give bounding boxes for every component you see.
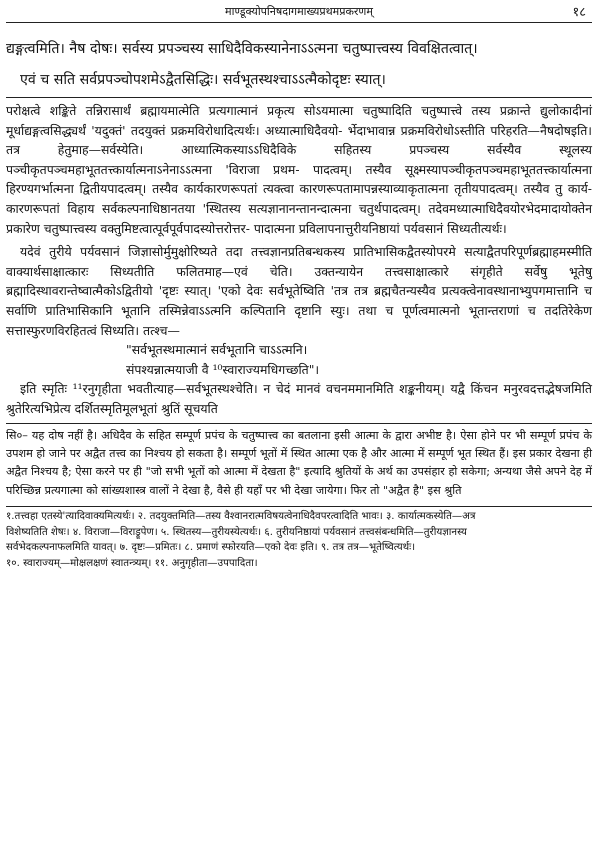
commentary-paragraph-1: परोक्षत्वे शङ्किते तन्निरासार्थं ब्रह्मायमात्मेति प्रत्यगात्मानं प्रकृत्य सोऽयमात्मा चतुष्पादिति चतुष्पात्त्वे तस्य प्रक्रान्ते द्युलोकादीनां मूर्धाद्यङ्गत्वसिद्ध्यर्थं 'यदुक्तं' तदयुक्तं प्रक्रमविरोधादित्यर्थः। अध्यात्माधिदैवयो- र्भेदाभावान्न प्रक्रमविरोधोऽस्तीति परिहरति—नैषदोषइति। तत्र हेतुमाह—सर्वस्येति। आध्यात्मिकस्याऽऽधिदैविके सहितस्य प्रपञ्चस्य सर्वस्यैव स्थूलस्य पञ्चीकृतपञ्चमहाभूततत्त्कार्यात्मनाऽनेनाऽऽत्मना 'विराजा प्रथम- पादत्वम्। तस्यैव सूक्ष्मस्यापञ्चीकृतपञ्चमहाभूततत्त्कार्यात्मना हिरण्यगर्भात्मना द्वितीयपादत्वम्। तस्यैव कार्यकारणरूपतां त्यक्त्वा कारणरूपतामापन्नस्याव्याकृतात्मना तृतीयपादत्वम्। तस्यैव तु कार्य- कारणरूपतां विहाय सर्वकल्पनाधिष्ठानतया 'स्थितस्य सत्यज्ञानानन्तानन्दात्मना चतुर्थपादत्वम्। तदेवमध्यात्माधिदैवयोरभेदमादायोक्तेन प्रकारेण चतुष्पात्त्वस्य वक्तुमिष्टत्वात्पूर्वपूर्वपादस्योत्तरोत्तर- पादात्मना प्रविलापनात्तुरीयनिष्ठायां पर्यवसानं सिध्यतीत्यर्थः। xyxy=(6,103,592,236)
page-number: १८ xyxy=(572,5,586,20)
quote-line-2: संपश्यन्नात्मयाजी वै ¹⁰स्वाराज्यमधिगच्छति"। xyxy=(126,361,320,377)
commentary-paragraph-2: यदेवं तुरीये पर्यवसानं जिज्ञासोर्मुमुक्षोरिष्यते तदा तत्त्वज्ञानप्रतिबन्धकस्य प्रातिभासिकद्वैतस्योपरमे सत्याद्वैतपरिपूर्णब्रह्माहमस्मीति वाक्यार्थसाक्षात्कारः सिध्यतीति फलितमाह—एवं चेति। उक्तन्यायेन तत्त्वसाक्षात्कारे संगृहीते सर्वेषु भूतेषु ब्रह्मादिस्थावरान्तेष्वात्मैकोऽद्वितीयो 'दृष्टः स्यात्। 'एको देवः सर्वभूतेष्विति 'तत्र तत्र ब्रह्मचैतन्यस्यैव प्रत्यक्त्वेनावस्थानाभ्युपगमात्तानि च सर्वाणि प्रातिभासिकानि भूतानि तस्मिन्नेवाऽऽत्मनि कल्पितानि दृष्टानि स्युः। तथा च पूर्णत्वमात्मनो भूतान्तराणां च तदतिरेकेण सत्तास्फुरणविरहितत्वं सिध्यति। तत्श्च— xyxy=(6,244,592,338)
hindi-translation xyxy=(6,427,592,501)
main-verse xyxy=(6,37,592,93)
sanskrit-commentary xyxy=(6,101,592,419)
footnote-line-3: सर्वभेदकल्पनाफलमिति यावत्। ७. दृष्टः—प्रमितः। ८. प्रमाणं स्फोरयति—एको देवः इति। ९. तत्र तत्र—भूतेष्वित्यर्थः। xyxy=(6,542,416,554)
footnote-line-4: १०. स्वाराज्यम्—मोक्षलक्षणं स्वातन्त्र्यम्। ११. अनुगृहीता—उपपादिता। xyxy=(6,557,258,569)
footnote-divider xyxy=(6,506,592,507)
footnote-line-2: विशेष्यतिति शेषः। ४. विराजा—विराड्रूपेण। ५. स्थितस्य—तुरीयस्येत्यर्थः। ६. तुरीयनिष्ठायां पर्यवसानं तत्त्वसंबन्धमिति—तुरीयज्ञानस्य xyxy=(6,526,467,538)
translation-divider xyxy=(6,423,592,424)
running-header xyxy=(6,0,592,23)
translation-text: सि०– यह दोष नहीं है। अधिदैव के सहित सम्पूर्ण प्रपंच के चतुष्पात्त्व का बतलाना इसी आत्मा के द्वारा अभीष्ट है। ऐसा होने पर भी सम्पूर्ण प्रपंच के उपशम हो जाने पर अद्वैत तत्त्व का निश्चय हो सकता है। सम्पूर्ण भूतों में स्थित आत्मा एक है और आत्मा में सम्पूर्ण भूत स्थित हैं। इस प्रकार देखना ही अद्वैत निश्चय है; ऐसा करने पर ही "जो सभी भूतों को आत्मा में देखता है" इत्यादि श्रुतियों के अर्थ का उपसंहार हो सकेगा; अन्यथा जैसे अपने देह में परिच्छिन्न प्रत्यगात्मा को सांख्यशास्त्र वालों ने देखा है, वैसे ही यहाँ पर भी देखा जायेगा। फिर तो "अद्वैत है" इस श्रुति xyxy=(6,428,592,497)
quoted-smriti xyxy=(6,340,592,379)
verse-line-1: द्यङ्गत्वमिति। नैष दोषः। सर्वस्य प्रपञ्चस्य साधिदैविकस्यानेनाऽऽत्मना चतुष्पात्त्वस्य विवक्षितत्वात्। xyxy=(6,41,478,57)
verse-line-2: एवं च सति सर्वप्रपञ्चोपशमेऽद्वैतसिद्धिः। सर्वभूतस्थश्चाऽऽत्मैकोदृष्टः स्यात्। xyxy=(20,72,386,88)
quote-line-1: "सर्वभूतस्थमात्मानं सर्वभूतानि चाऽऽत्मनि। xyxy=(126,342,308,358)
footnotes xyxy=(6,509,592,571)
running-title: माण्डूक्योपनिषदागमाख्यप्रथमप्रकरणम् xyxy=(225,5,373,18)
commentary-paragraph-3: इति स्मृतिः ¹¹रनुगृहीता भवतीत्याह—सर्वभूतस्थश्चेति। न चेदं मानवं वचनममानमिति शङ्कनीयम्। यद्वै किंचन मनुरवदत्तद्भेषजमिति श्रुतेरित्यभिप्रेत्य दर्शितस्मृतिमूलभूतां श्रुतिं सूचयति xyxy=(6,381,592,416)
footnote-line-1: १.तत्त्वहा एतस्ये'त्यादिवाक्यमित्यर्थः। २. तदयुक्तमिति—तस्य वैश्वानरात्मविषयत्वेनाधिदैवपरत्वादिति भावः। ३. कार्यात्मकस्येति—अत्र xyxy=(6,511,476,523)
section-divider xyxy=(6,97,592,98)
